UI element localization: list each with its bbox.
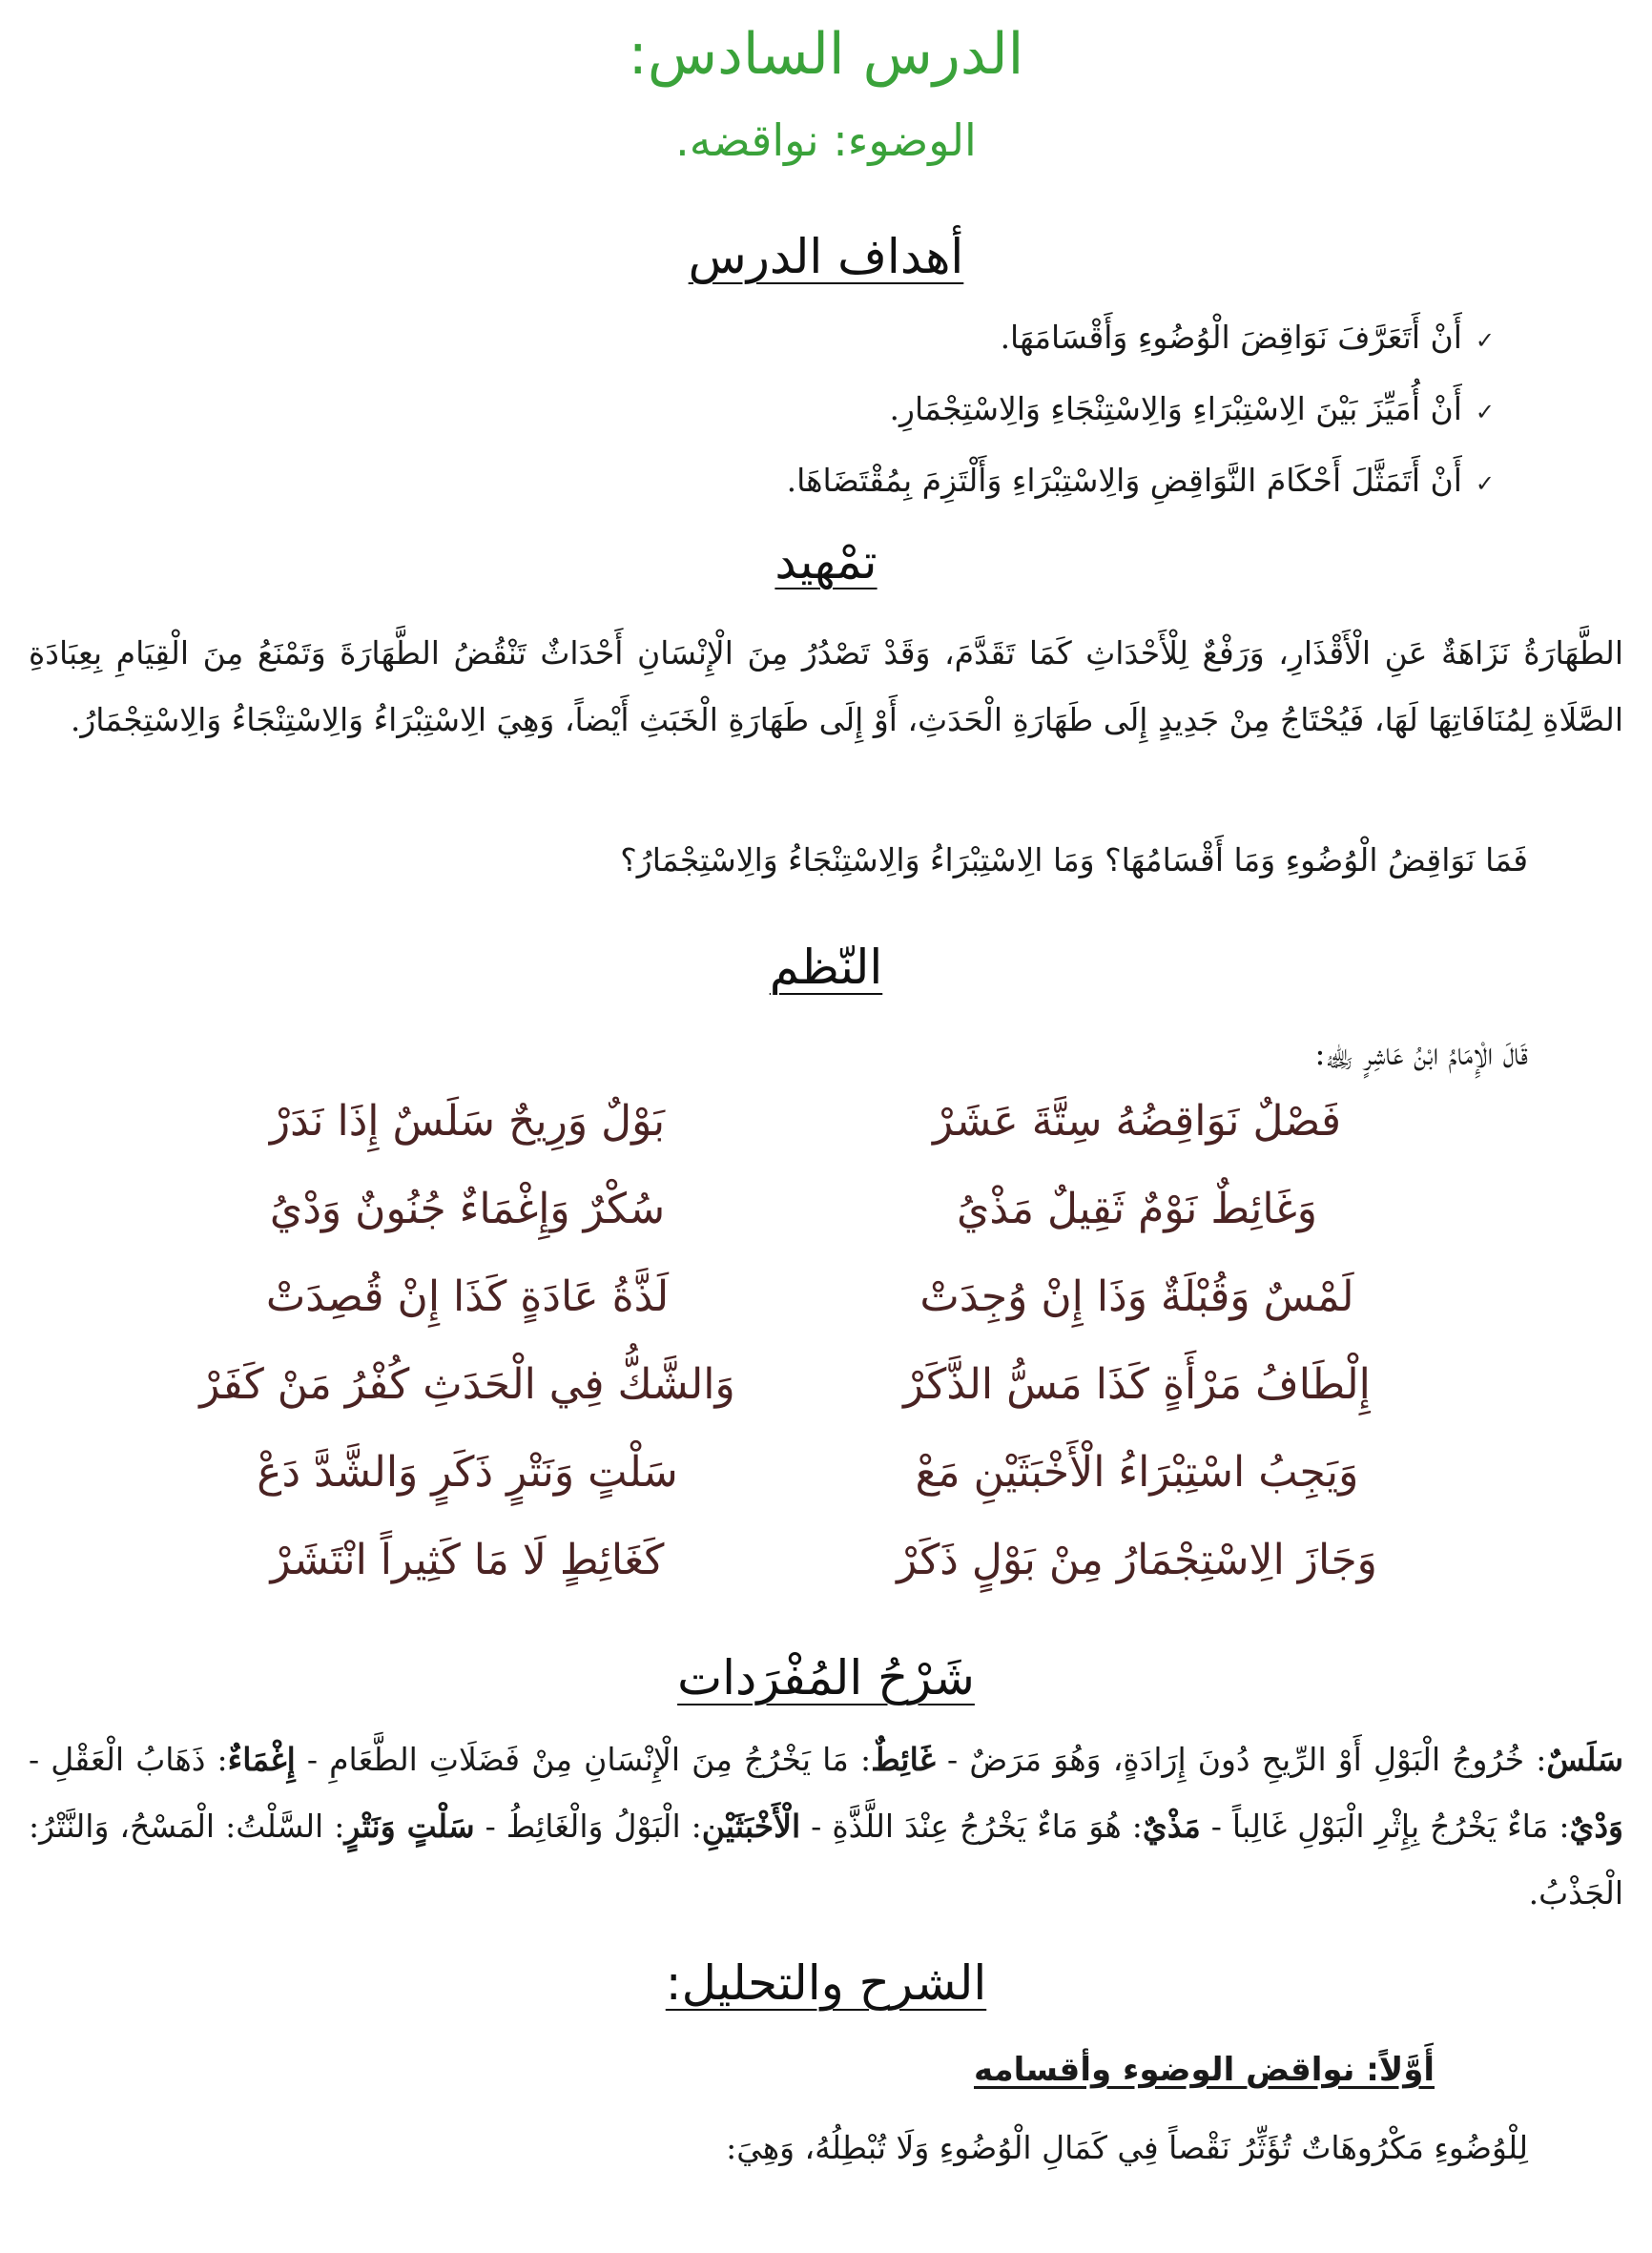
lesson-title: الدرس السادس: <box>628 21 1024 88</box>
objectives-heading: أهداف الدرس <box>688 229 964 284</box>
vocab-definition: هُوَ مَاءٌ يَخْرُجُ عِنْدَ اللَّذَّةِ <box>832 1808 1122 1845</box>
analysis-subheading: أَوَّلاً: نواقض الوضوء وأقسامه <box>974 2051 1435 2089</box>
vocab-term: سَلَسٌ <box>1546 1741 1623 1778</box>
verse-second-hemistich: وَالشَّكُّ فِي الْحَدَثِ كُفْرُ مَنْ كَفَرْ <box>199 1360 735 1409</box>
vocab-term: مَذْيٌ <box>1142 1808 1201 1845</box>
poem-attribution: قَالَ الْإِمَامُ ابْنُ عَاشِرٍ ﵀: <box>1314 1035 1528 1072</box>
verse-first-hemistich: إِلْطَافُ مَرْأَةٍ كَذَا مَسُّ الذَّكَرْ <box>903 1360 1371 1409</box>
verse-first-hemistich: وَيَجِبُ اسْتِبْرَاءُ الْأَخْبَثَيْنِ مَعْ <box>915 1448 1359 1497</box>
verse-first-hemistich: وَجَازَ الِاسْتِجْمَارُ مِنْ بَوْلٍ ذَكَرْ <box>897 1536 1377 1584</box>
verse-first-hemistich: وَغَائِطٌ نَوْمٌ ثَقِيلٌ مَذْيُ <box>956 1185 1318 1233</box>
vocab-term: سَلْتٍ وَنَتْرٍ <box>344 1808 475 1845</box>
vocabulary-heading: شَرْحُ المُفْرَدات <box>677 1650 975 1705</box>
vocab-term: الْأَخْبَثَيْنِ <box>701 1808 801 1845</box>
verse-second-hemistich: بَوْلٌ وَرِيحٌ سَلَسٌ إِذَا نَدَرْ <box>269 1097 666 1146</box>
analysis-text: لِلْوُضُوءِ مَكْرُوهَاتٌ تُؤَثِّرُ نَقْصاً فِي كَمَالِ الْوُضُوءِ وَلَا تُبْطِلُهُ، وَهِيَ: <box>726 2129 1528 2166</box>
verse-second-hemistich: سَلْتٍ وَنَتْرٍ ذَكَرٍ وَالشَّدَّ دَعْ <box>257 1448 678 1497</box>
vocab-definition: الْبَوْلُ وَالْغَائِطُ <box>506 1808 681 1845</box>
objective-item: ✓أَنْ أُمَيِّزَ بَيْنَ الِاسْتِبْرَاءِ وَالِاسْتِنْجَاءِ وَالِاسْتِجْمَارِ. <box>889 390 1495 427</box>
lesson-subtitle: الوضوء: نواقضه. <box>675 114 977 166</box>
vocab-term: وَدْيٌ <box>1569 1808 1623 1845</box>
poem-heading: النّظم <box>769 940 883 995</box>
objectives-list <box>255 303 1495 518</box>
check-icon: ✓ <box>1475 470 1495 497</box>
objective-item: ✓أَنْ أَتَمَثَّلَ أَحْكَامَ النَّوَاقِضِ وَالِاسْتِبْرَاءِ وَأَلْتَزِمَ بِمُقْتَضَاهَا. <box>786 462 1495 499</box>
check-icon: ✓ <box>1475 327 1495 354</box>
vocab-definition: خُرُوجُ الْبَوْلِ أَوْ الرِّيحِ دُونَ إِرَادَةٍ، وَهُوَ مَرَضٌ <box>969 1741 1525 1778</box>
objective-item: ✓أَنْ أَتَعَرَّفَ نَوَاقِضَ الْوُضُوءِ وَأَقْسَامَهَا. <box>1000 319 1495 356</box>
vocab-term: غَائِطٌ <box>871 1741 936 1778</box>
verse-second-hemistich: سُكْرٌ وَإِغْمَاءٌ جُنُونٌ وَدْيُ <box>269 1185 666 1233</box>
verse-first-hemistich: لَمْسٌ وَقُبْلَةٌ وَذَا إِنْ وُجِدَتْ <box>919 1272 1354 1321</box>
intro-paragraph: الطَّهَارَةُ نَزَاهَةٌ عَنِ الْأَقْذَارِ، وَرَفْعٌ لِلْأَحْدَاثِ كَمَا تَقَدَّمَ، وَقَدْ تَصْدُرُ مِنَ الْإِنْسَانِ أَحْدَاثٌ تَنْقُضُ الطَّهَارَةَ وَتَمْنَعُ مِنَ الْقِيَامِ بِعِبَادَةِ الصَّلَاةِ لِمُنَافَاتِهَا لَهَا، فَيُحْتَاجُ مِنْ جَدِيدٍ إِلَى طَهَارَةِ الْحَدَثِ، أَوْ إِلَى طَهَارَةِ الْخَبَثِ أَيْضاً، وَهِيَ الِاسْتِبْرَاءُ وَالِاسْتِنْجَاءُ وَالِاسْتِجْمَارُ. <box>29 634 1623 738</box>
verse-second-hemistich: لَذَّةُ عَادَةٍ كَذَا إِنْ قُصِدَتْ <box>265 1272 670 1321</box>
analysis-heading: الشرح والتحليل: <box>665 1955 987 2011</box>
vocab-term: إِغْمَاءٌ <box>227 1741 296 1778</box>
vocab-definition: مَا يَخْرُجُ مِنَ الْإِنْسَانِ مِنْ فَضَلَاتِ الطَّعَامِ <box>329 1741 849 1778</box>
vocabulary-definitions: سَلَسٌ: خُرُوجُ الْبَوْلِ أَوْ الرِّيحِ دُونَ إِرَادَةٍ، وَهُوَ مَرَضٌ - غَائِطٌ: مَا يَخْرُجُ مِنَ الْإِنْسَانِ مِنْ فَضَلَاتِ الطَّعَامِ - إِغْمَاءٌ: ذَهَابُ الْعَقْلِ - وَدْيٌ: مَاءٌ يَخْرُجُ بِإِثْرِ الْبَوْلِ غَالِباً - مَذْيٌ: هُوَ مَاءٌ يَخْرُجُ عِنْدَ اللَّذَّةِ - الْأَخْبَثَيْنِ: الْبَوْلُ وَالْغَائِطُ - سَلْتٍ وَنَتْرٍ: السَّلْتُ: الْمَسْحُ، وَالنَّتْرُ: الْجَذْبُ. <box>29 1741 1623 1912</box>
intro-question: فَمَا نَوَاقِضُ الْوُضُوءِ وَمَا أَقْسَامُهَا؟ وَمَا الِاسْتِبْرَاءُ وَالِاسْتِنْجَاءُ وَالِاسْتِجْمَارُ؟ <box>620 841 1528 878</box>
vocab-definition: مَاءٌ يَخْرُجُ بِإِثْرِ الْبَوْلِ غَالِباً <box>1231 1808 1549 1845</box>
verse-second-hemistich: كَغَائِطٍ لَا مَا كَثِيراً انْتَشَرْ <box>270 1536 665 1584</box>
verse-first-hemistich: فَصْلٌ نَوَاقِضُهُ سِتَّةَ عَشَرْ <box>933 1097 1341 1146</box>
vocab-definition: ذَهَابُ الْعَقْلِ <box>51 1741 206 1778</box>
vocab-definition: السَّلْتُ: الْمَسْحُ، وَالنَّتْرُ: الْجَذْبُ. <box>29 1808 1623 1912</box>
check-icon: ✓ <box>1475 399 1495 425</box>
intro-heading: تمْهيد <box>774 534 878 589</box>
